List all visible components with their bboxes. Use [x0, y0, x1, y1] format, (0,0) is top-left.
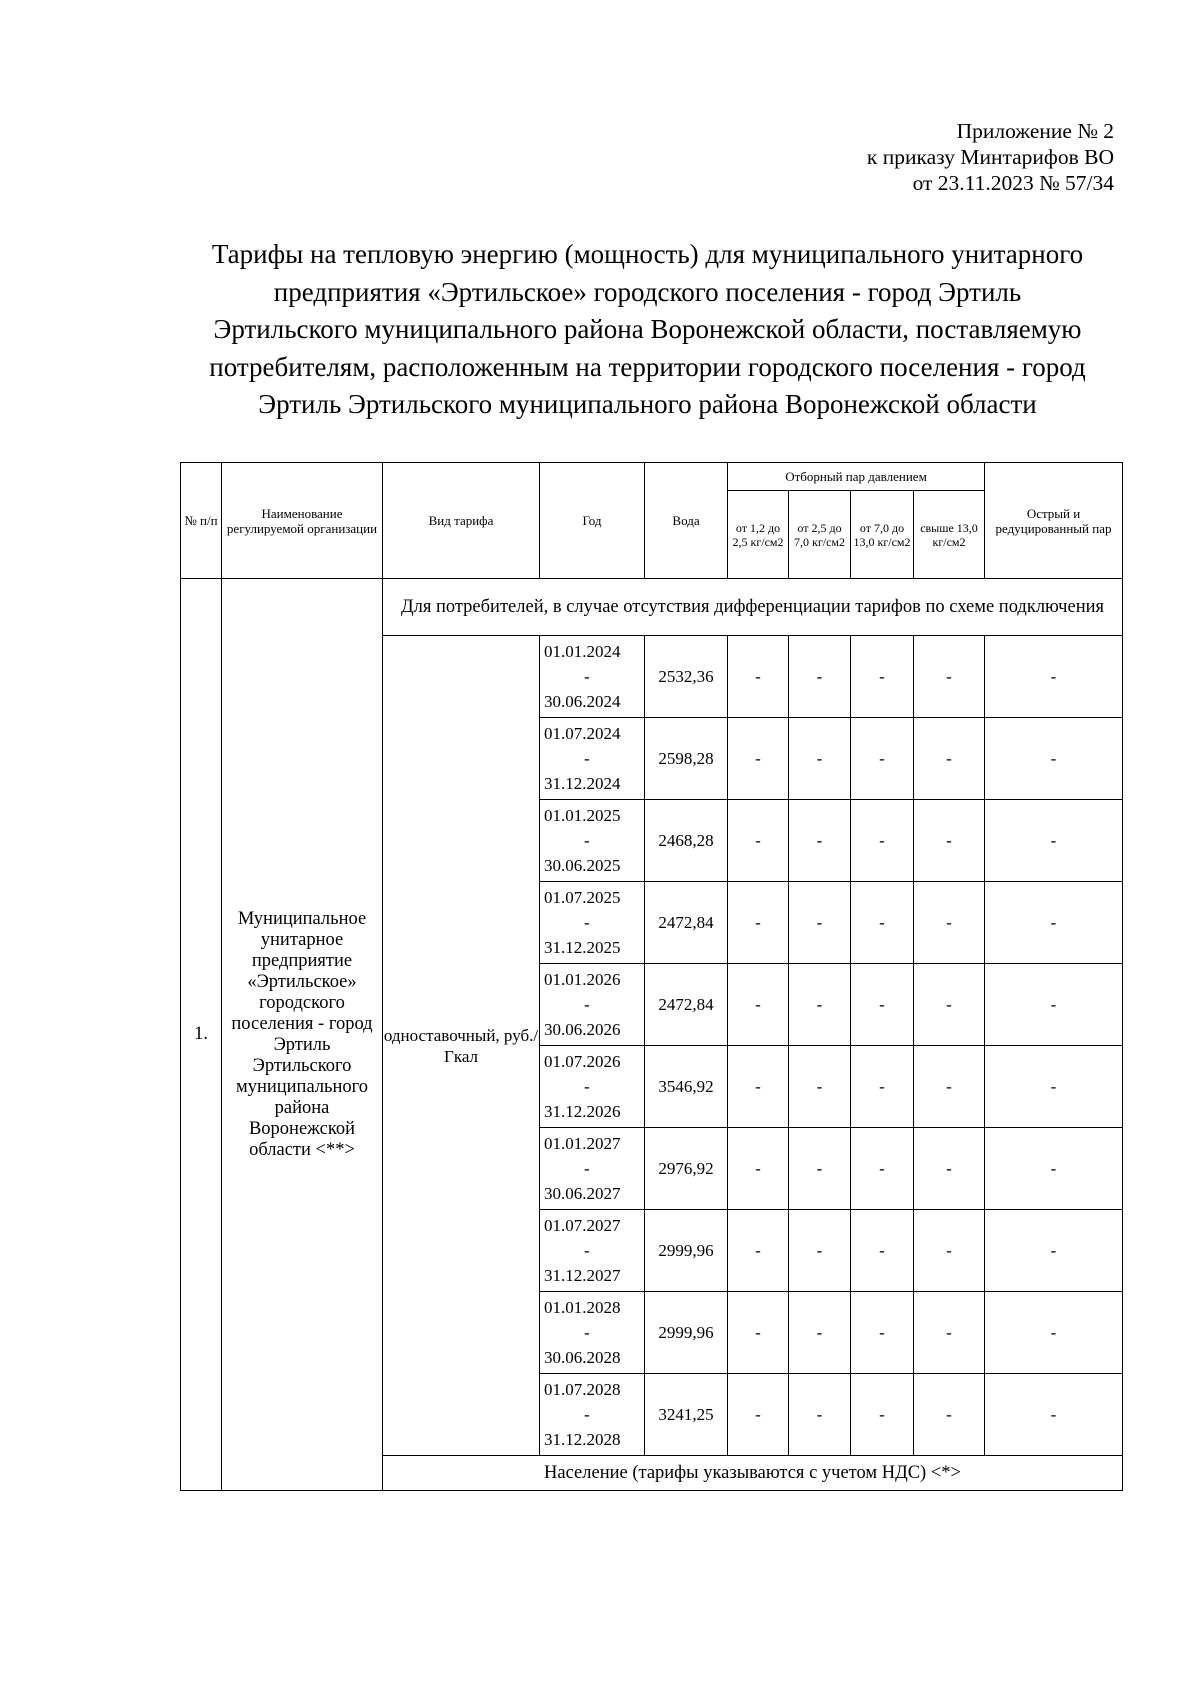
period-separator: -	[584, 1323, 590, 1342]
header-year: Год	[540, 463, 645, 579]
sharp-steam-value: -	[985, 882, 1123, 964]
steam-1-value: -	[728, 800, 789, 882]
period-end: 30.06.2028	[544, 1348, 621, 1367]
tariff-period	[540, 882, 645, 964]
steam-4-value: -	[914, 1292, 985, 1374]
header-steam-3: от 7,0 до 13,0 кг/см2	[851, 491, 914, 579]
period-separator: -	[584, 1241, 590, 1260]
period-start: 01.07.2024	[544, 724, 621, 743]
period-separator: -	[584, 1405, 590, 1424]
steam-2-value: -	[789, 800, 851, 882]
period-separator: -	[584, 667, 590, 686]
water-value: 2472,84	[645, 964, 728, 1046]
steam-3-value: -	[851, 1128, 914, 1210]
title-line: Тарифы на тепловую энергию (мощность) для муниципального унитарного	[211, 239, 1084, 269]
steam-4-value: -	[914, 882, 985, 964]
steam-3-value: -	[851, 1374, 914, 1456]
sharp-steam-value: -	[985, 1292, 1123, 1374]
period-end: 30.06.2024	[544, 692, 621, 711]
steam-2-value: -	[789, 882, 851, 964]
period-start: 01.01.2025	[544, 806, 621, 825]
sharp-steam-value: -	[985, 964, 1123, 1046]
water-value: 2999,96	[645, 1210, 728, 1292]
title-line: Эртильского муниципального района Воронежской области, поставляемую	[213, 314, 1082, 344]
steam-1-value: -	[728, 964, 789, 1046]
steam-1-value: -	[728, 718, 789, 800]
steam-3-value: -	[851, 718, 914, 800]
period-end: 31.12.2026	[544, 1102, 621, 1121]
period-separator: -	[584, 1077, 590, 1096]
steam-2-value: -	[789, 964, 851, 1046]
sharp-steam-value: -	[985, 800, 1123, 882]
tariff-table	[180, 462, 1123, 1491]
header-water: Вода	[645, 463, 728, 579]
steam-4-value: -	[914, 1210, 985, 1292]
steam-1-value: -	[728, 636, 789, 718]
sharp-steam-value: -	[985, 718, 1123, 800]
tariff-period	[540, 800, 645, 882]
steam-3-value: -	[851, 882, 914, 964]
period-start: 01.01.2024	[544, 642, 621, 661]
steam-3-value: -	[851, 1210, 914, 1292]
steam-4-value: -	[914, 1374, 985, 1456]
period-end: 30.06.2027	[544, 1184, 621, 1203]
steam-1-value: -	[728, 1374, 789, 1456]
steam-3-value: -	[851, 1046, 914, 1128]
tariff-period	[540, 1292, 645, 1374]
period-end: 30.06.2025	[544, 856, 621, 875]
header-sharp-steam: Острый и редуцированный пар	[985, 463, 1123, 579]
steam-3-value: -	[851, 1292, 914, 1374]
appendix-order: к приказу Минтарифов ВО	[866, 145, 1114, 169]
tariff-period	[540, 636, 645, 718]
period-separator: -	[584, 1159, 590, 1178]
water-value: 2532,36	[645, 636, 728, 718]
document-title	[140, 236, 1155, 424]
steam-2-value: -	[789, 636, 851, 718]
period-start: 01.01.2028	[544, 1298, 621, 1317]
header-steam-2: от 2,5 до 7,0 кг/см2	[789, 491, 851, 579]
title-line: Эртиль Эртильского муниципального района Воронежской области	[258, 389, 1037, 419]
period-end: 30.06.2026	[544, 1020, 621, 1039]
period-start: 01.07.2028	[544, 1380, 621, 1399]
steam-1-value: -	[728, 882, 789, 964]
section-row	[181, 579, 1123, 636]
steam-3-value: -	[851, 636, 914, 718]
tariff-type: одноставочный, руб./Гкал	[383, 636, 540, 1456]
header-organization: Наименование регулируемой организации	[222, 463, 383, 579]
period-end: 31.12.2027	[544, 1266, 621, 1285]
sharp-steam-value: -	[985, 636, 1123, 718]
header-row	[181, 463, 1123, 491]
period-separator: -	[584, 831, 590, 850]
steam-1-value: -	[728, 1046, 789, 1128]
header-steam-4: свыше 13,0 кг/см2	[914, 491, 985, 579]
tariff-period	[540, 1128, 645, 1210]
period-separator: -	[584, 749, 590, 768]
steam-2-value: -	[789, 1210, 851, 1292]
water-value: 2976,92	[645, 1128, 728, 1210]
tariff-period	[540, 1374, 645, 1456]
steam-2-value: -	[789, 718, 851, 800]
appendix-reference	[867, 118, 1114, 196]
steam-1-value: -	[728, 1292, 789, 1374]
period-separator: -	[584, 913, 590, 932]
steam-1-value: -	[728, 1210, 789, 1292]
header-tariff-type: Вид тарифа	[383, 463, 540, 579]
water-value: 2999,96	[645, 1292, 728, 1374]
steam-2-value: -	[789, 1128, 851, 1210]
steam-4-value: -	[914, 1128, 985, 1210]
steam-4-value: -	[914, 800, 985, 882]
sharp-steam-value: -	[985, 1210, 1123, 1292]
steam-4-value: -	[914, 1046, 985, 1128]
organization-name: Муниципальное унитарное предприятие «Эртильское» городского поселения - город Эртиль Эртильского муниципального района Воронежской области <**>	[222, 579, 383, 1491]
steam-2-value: -	[789, 1374, 851, 1456]
period-start: 01.07.2025	[544, 888, 621, 907]
steam-4-value: -	[914, 636, 985, 718]
water-value: 2468,28	[645, 800, 728, 882]
steam-3-value: -	[851, 964, 914, 1046]
period-start: 01.07.2026	[544, 1052, 621, 1071]
water-value: 2598,28	[645, 718, 728, 800]
section-title-population: Население (тарифы указываются с учетом НДС) <*>	[383, 1456, 1123, 1491]
tariff-period	[540, 1046, 645, 1128]
title-line: предприятия «Эртильское» городского поселения - город Эртиль	[273, 276, 1022, 307]
sharp-steam-value: -	[985, 1046, 1123, 1128]
tariff-period	[540, 1210, 645, 1292]
period-start: 01.01.2026	[544, 970, 621, 989]
header-num: № п/п	[181, 463, 222, 579]
period-end: 31.12.2025	[544, 938, 621, 957]
appendix-date: от 23.11.2023 № 57/34	[912, 171, 1114, 195]
period-start: 01.01.2027	[544, 1134, 621, 1153]
water-value: 3546,92	[645, 1046, 728, 1128]
sharp-steam-value: -	[985, 1128, 1123, 1210]
steam-4-value: -	[914, 718, 985, 800]
steam-1-value: -	[728, 1128, 789, 1210]
title-line: потребителям, расположенным на территории городского поселения - город	[209, 351, 1086, 382]
tariff-period	[540, 718, 645, 800]
steam-2-value: -	[789, 1046, 851, 1128]
appendix-number: Приложение № 2	[956, 119, 1114, 143]
header-steam-1: от 1,2 до 2,5 кг/см2	[728, 491, 789, 579]
period-end: 31.12.2024	[544, 774, 621, 793]
water-value: 3241,25	[645, 1374, 728, 1456]
steam-3-value: -	[851, 800, 914, 882]
period-separator: -	[584, 995, 590, 1014]
header-steam-group: Отборный пар давлением	[728, 463, 985, 491]
water-value: 2472,84	[645, 882, 728, 964]
period-end: 31.12.2028	[544, 1430, 621, 1449]
section-title-general: Для потребителей, в случае отсутствия дифференциации тарифов по схеме подключения	[383, 579, 1123, 636]
row-number: 1.	[181, 579, 222, 1491]
period-start: 01.07.2027	[544, 1216, 621, 1235]
sharp-steam-value: -	[985, 1374, 1123, 1456]
steam-4-value: -	[914, 964, 985, 1046]
steam-2-value: -	[789, 1292, 851, 1374]
tariff-period	[540, 964, 645, 1046]
